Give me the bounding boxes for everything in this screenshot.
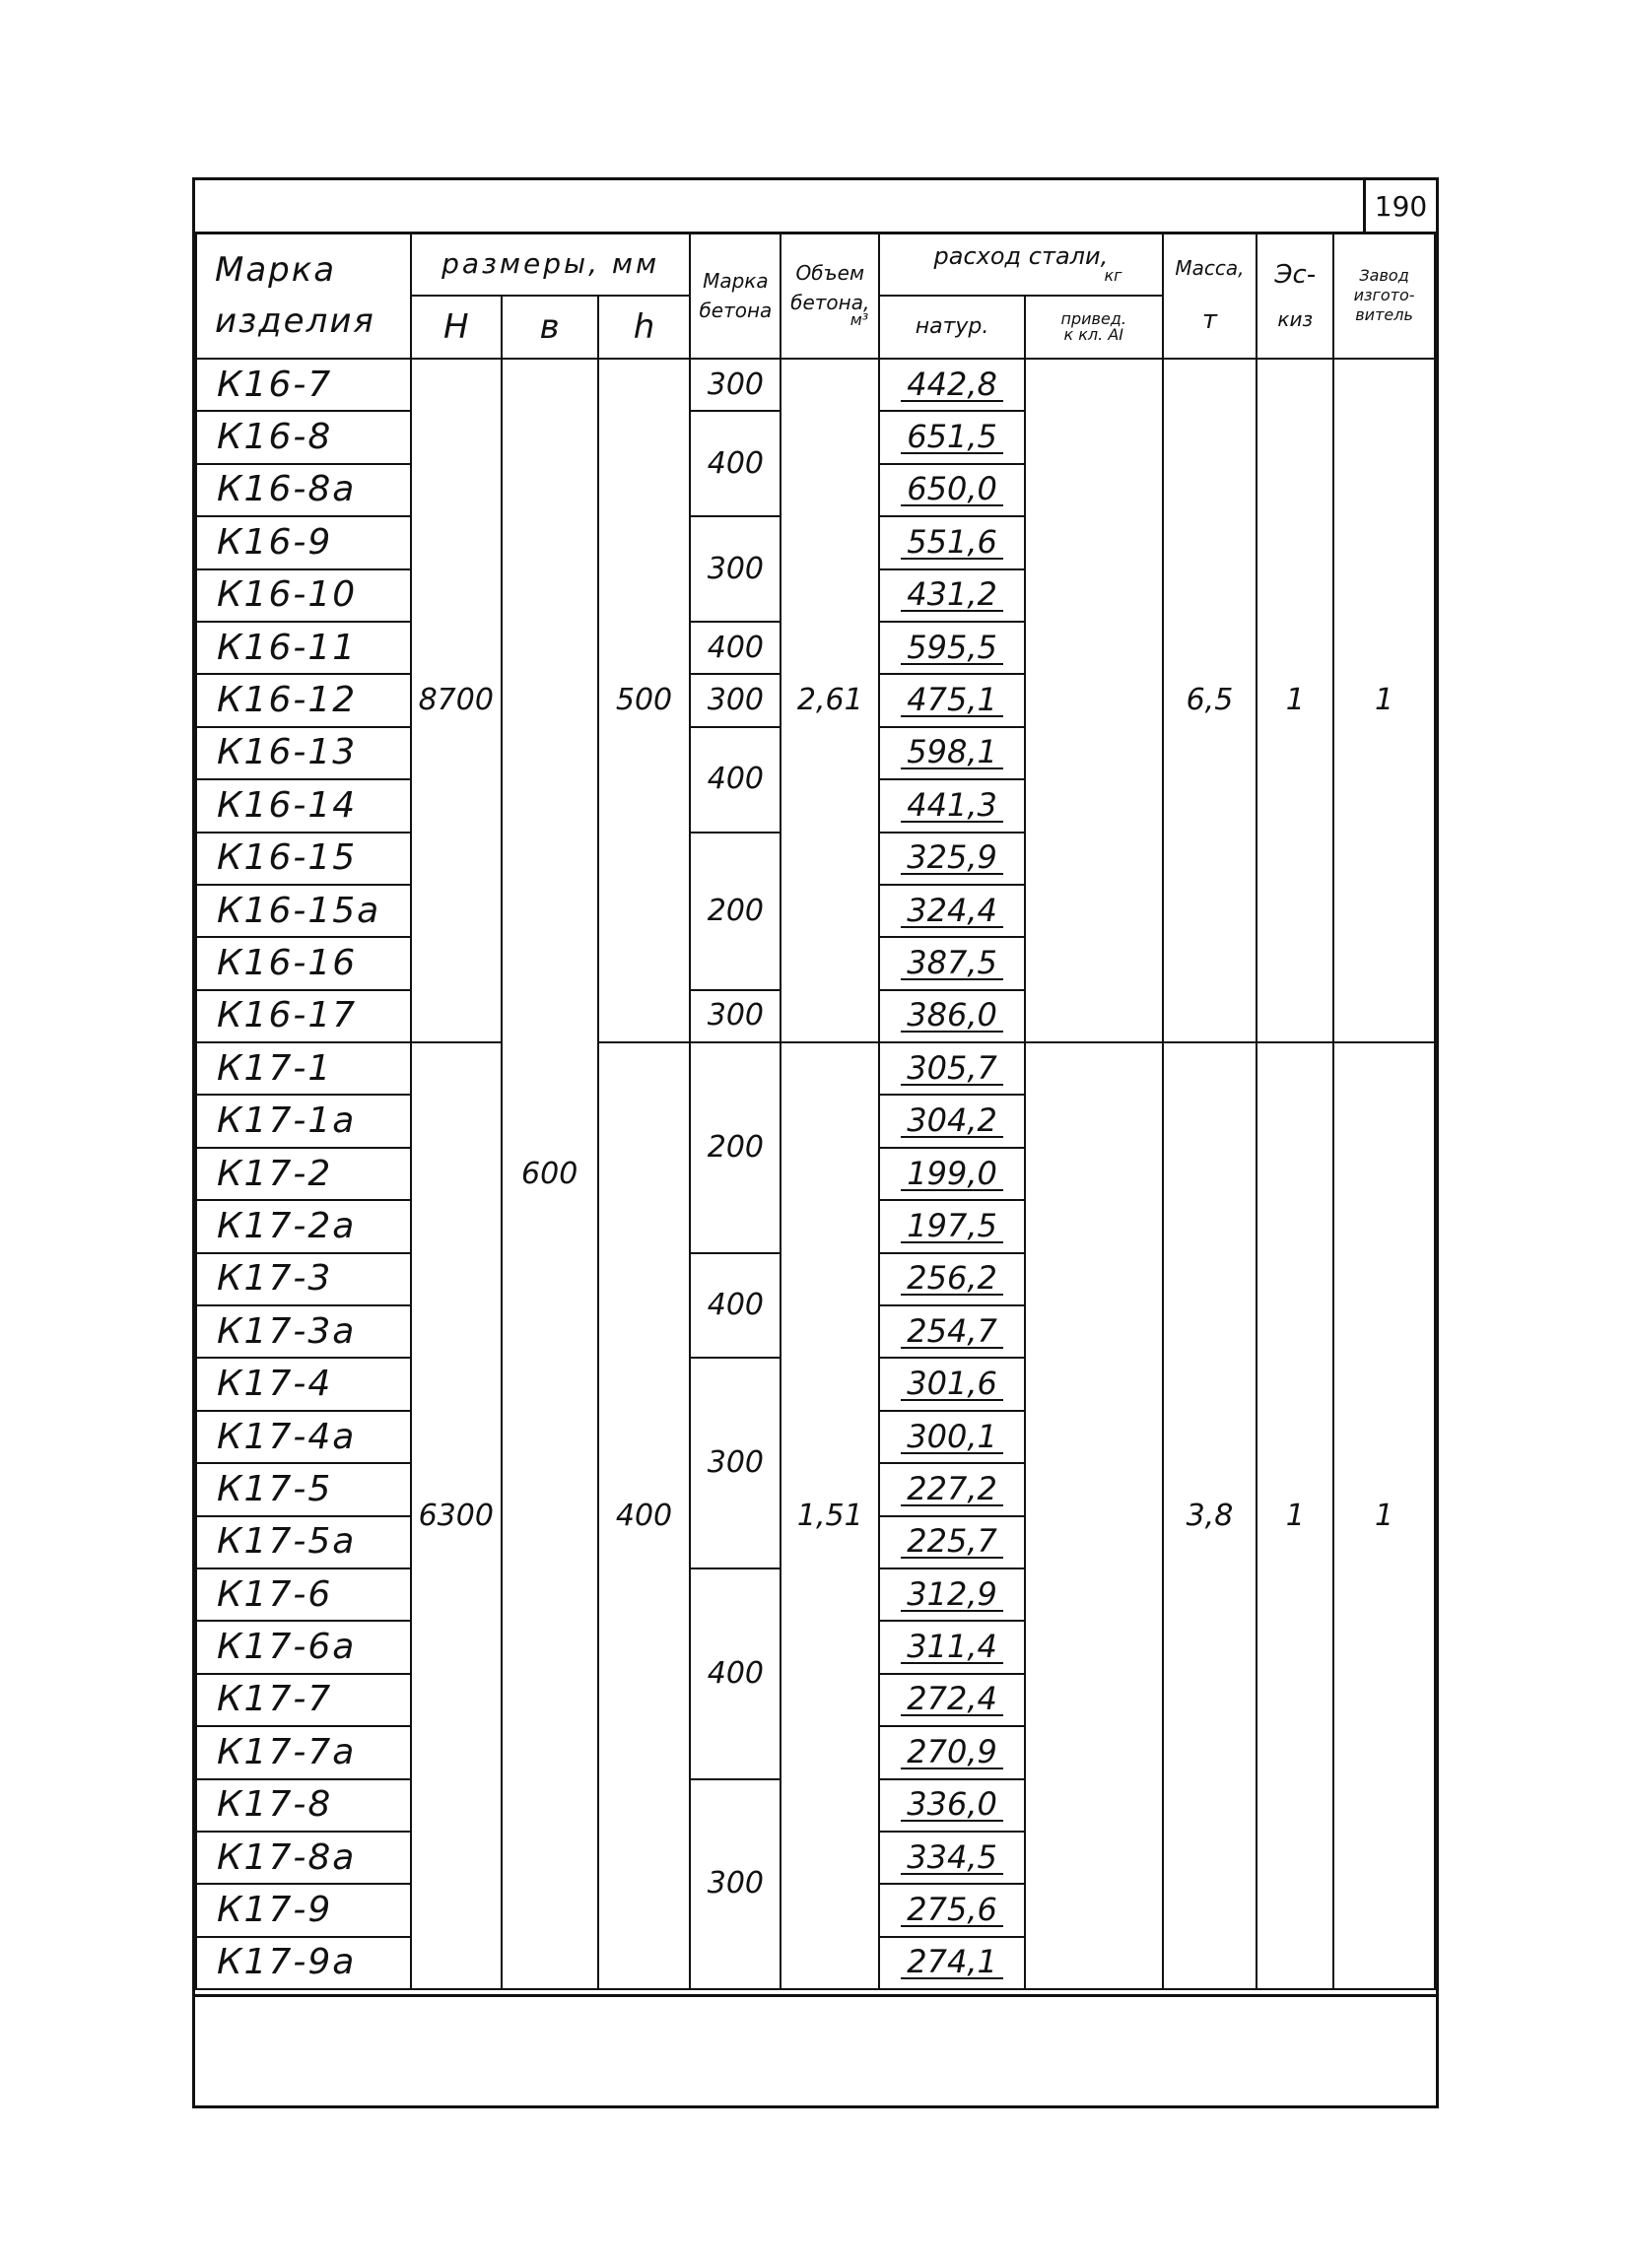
steel-natural (879, 1411, 1025, 1463)
concrete-grade: 400 (690, 1253, 781, 1359)
steel-natural (879, 1832, 1025, 1884)
product-mark: К17-2а (196, 1200, 411, 1252)
header-mass (1163, 233, 1257, 359)
product-mark: К16-10 (196, 569, 411, 622)
header-mark (196, 233, 411, 359)
steel-natural (879, 411, 1025, 463)
concrete-grade: 300 (690, 359, 781, 411)
concrete-grade: 300 (690, 1779, 781, 1990)
product-mark: К17-7а (196, 1726, 411, 1778)
steel-natural (879, 674, 1025, 726)
steel-natural (879, 622, 1025, 674)
concrete-volume: 1,51 (781, 1042, 879, 1989)
steel-natural-value: 275,6 (901, 1894, 1003, 1927)
header-dim-h: h (598, 296, 691, 359)
steel-natural (879, 885, 1025, 937)
header-mark-line2: изделия (215, 301, 375, 341)
steel-natural (879, 1253, 1025, 1305)
steel-natural-value: 386,0 (901, 999, 1003, 1033)
product-mark: К16-7 (196, 359, 411, 411)
steel-natural (879, 1358, 1025, 1410)
concrete-grade: 400 (690, 411, 781, 516)
steel-natural (879, 1884, 1025, 1936)
header-sizes: размеры, мм (411, 233, 691, 296)
concrete-grade: 200 (690, 833, 781, 990)
header-sketch-line2: киз (1277, 307, 1314, 331)
steel-natural-value: 441,3 (901, 789, 1003, 823)
header-concrete-grade-line2: бетона (699, 299, 773, 322)
product-mark: К17-4а (196, 1411, 411, 1463)
steel-reduced (1025, 359, 1163, 1042)
dim-h-value: 400 (598, 1042, 691, 1989)
table-header (196, 233, 1435, 359)
header-concrete-volume-line1: Объем (795, 261, 865, 285)
header-plant-line2: изгото- (1353, 286, 1415, 304)
product-mark: К17-1а (196, 1095, 411, 1147)
dim-H-value: 8700 (411, 359, 502, 1042)
product-mark: К16-15 (196, 833, 411, 885)
steel-natural (879, 1095, 1025, 1147)
page-number: 190 (1363, 180, 1436, 232)
steel-natural (879, 1779, 1025, 1832)
concrete-grade: 400 (690, 727, 781, 833)
steel-natural-value: 301,6 (901, 1367, 1003, 1401)
header-mass-line1: Масса, (1175, 256, 1245, 280)
product-mark: К16-14 (196, 779, 411, 832)
steel-natural-value: 272,4 (901, 1683, 1003, 1716)
product-mark: К16-9 (196, 516, 411, 568)
product-mark: К17-5а (196, 1516, 411, 1568)
steel-reduced (1025, 1042, 1163, 1989)
steel-natural (879, 1674, 1025, 1726)
header-sketch-line1: Эс- (1274, 260, 1317, 290)
steel-natural-value: 304,2 (901, 1104, 1003, 1138)
concrete-grade: 300 (690, 990, 781, 1042)
steel-natural-value: 595,5 (901, 632, 1003, 665)
steel-natural (879, 1937, 1025, 1989)
dim-H-value: 6300 (411, 1042, 502, 1989)
steel-natural (879, 1568, 1025, 1621)
header-concrete-volume-unit: м³ (849, 310, 869, 329)
steel-natural (879, 727, 1025, 779)
dim-b-value: 600 (502, 359, 598, 1989)
product-mark: К16-17 (196, 990, 411, 1042)
product-mark: К17-3а (196, 1305, 411, 1358)
header-steel-label: расход стали, (933, 242, 1109, 270)
sketch-value: 1 (1256, 359, 1333, 1042)
table-row (196, 1042, 1435, 1095)
spec-table (195, 232, 1436, 1990)
steel-natural (879, 990, 1025, 1042)
steel-natural-value: 305,7 (901, 1052, 1003, 1086)
steel-natural (879, 464, 1025, 516)
header-steel-reduced-line1: привед. (1060, 309, 1126, 328)
steel-natural-value: 551,6 (901, 526, 1003, 560)
steel-natural (879, 359, 1025, 411)
steel-natural-value: 475,1 (901, 684, 1003, 717)
steel-natural-value: 651,5 (901, 421, 1003, 454)
product-mark: К17-4 (196, 1358, 411, 1410)
header-dim-b: в (502, 296, 598, 359)
header-concrete-grade (690, 233, 781, 359)
steel-natural-value: 312,9 (901, 1578, 1003, 1612)
steel-natural-value: 227,2 (901, 1473, 1003, 1506)
header-concrete-volume-line2: бетона, (790, 291, 870, 314)
steel-natural-value: 270,9 (901, 1736, 1003, 1769)
product-mark: К17-1 (196, 1042, 411, 1095)
steel-natural (879, 1148, 1025, 1200)
steel-natural (879, 1042, 1025, 1095)
concrete-grade: 300 (690, 516, 781, 622)
steel-natural-value: 650,0 (901, 473, 1003, 506)
steel-natural (879, 1463, 1025, 1515)
steel-natural-value: 324,4 (901, 895, 1003, 928)
product-mark: К17-6 (196, 1568, 411, 1621)
steel-natural (879, 1516, 1025, 1568)
steel-natural-value: 197,5 (901, 1210, 1003, 1243)
product-mark: К17-8а (196, 1832, 411, 1884)
product-mark: К17-5 (196, 1463, 411, 1515)
header-steel-natural: натур. (879, 296, 1025, 359)
steel-natural-value: 431,2 (901, 578, 1003, 612)
dim-h-value: 500 (598, 359, 691, 1042)
steel-natural-value: 300,1 (901, 1421, 1003, 1454)
product-mark: К16-8а (196, 464, 411, 516)
product-mark: К17-6а (196, 1621, 411, 1673)
steel-natural (879, 1200, 1025, 1252)
product-mark: К16-12 (196, 674, 411, 726)
concrete-grade: 300 (690, 1358, 781, 1568)
steel-natural (879, 779, 1025, 832)
mass-value: 6,5 (1163, 359, 1257, 1042)
steel-natural-value: 325,9 (901, 841, 1003, 875)
steel-natural-value: 199,0 (901, 1158, 1003, 1191)
sketch-value: 1 (1256, 1042, 1333, 1989)
product-mark: К17-9а (196, 1937, 411, 1989)
steel-natural (879, 516, 1025, 568)
header-steel-unit: кг (1104, 266, 1122, 285)
product-mark: К17-9 (196, 1884, 411, 1936)
product-mark: К16-15а (196, 885, 411, 937)
table-body (196, 359, 1435, 1989)
product-mark: К16-13 (196, 727, 411, 779)
concrete-grade: 300 (690, 674, 781, 726)
header-concrete-grade-line1: Марка (703, 269, 769, 293)
steel-natural-value: 336,0 (901, 1788, 1003, 1822)
header-sketch (1256, 233, 1333, 359)
spec-sheet (192, 177, 1439, 2108)
product-mark: К16-11 (196, 622, 411, 674)
steel-natural-value: 387,5 (901, 947, 1003, 980)
product-mark: К17-3 (196, 1253, 411, 1305)
header-plant-line3: витель (1355, 305, 1413, 324)
steel-natural-value: 256,2 (901, 1262, 1003, 1296)
header-plant (1333, 233, 1435, 359)
steel-natural-value: 334,5 (901, 1841, 1003, 1875)
steel-natural (879, 937, 1025, 989)
header-steel-reduced-line2: к кл. АI (1063, 325, 1123, 344)
product-mark: К16-8 (196, 411, 411, 463)
product-mark: К17-2 (196, 1148, 411, 1200)
header-plant-line1: Завод (1359, 266, 1409, 285)
steel-natural (879, 569, 1025, 622)
steel-natural-value: 225,7 (901, 1525, 1003, 1559)
steel-natural (879, 833, 1025, 885)
mass-value: 3,8 (1163, 1042, 1257, 1989)
product-mark: К17-7 (196, 1674, 411, 1726)
header-steel-reduced (1025, 296, 1163, 359)
header-dim-H: Н (411, 296, 502, 359)
steel-natural-value: 442,8 (901, 368, 1003, 402)
product-mark: К16-16 (196, 937, 411, 989)
header-mark-line1: Марка (215, 250, 337, 290)
header-steel (879, 233, 1162, 296)
top-strip (195, 180, 1436, 234)
steel-natural (879, 1621, 1025, 1673)
header-mass-line2: т (1201, 305, 1218, 335)
bottom-strip (195, 1994, 1436, 2105)
concrete-grade: 400 (690, 622, 781, 674)
steel-natural-value: 311,4 (901, 1631, 1003, 1664)
steel-natural-value: 274,1 (901, 1946, 1003, 1979)
product-mark: К17-8 (196, 1779, 411, 1832)
concrete-grade: 200 (690, 1042, 781, 1253)
table-row (196, 359, 1435, 411)
plant-value: 1 (1333, 359, 1435, 1042)
steel-natural-value: 254,7 (901, 1315, 1003, 1349)
steel-natural (879, 1726, 1025, 1778)
plant-value: 1 (1333, 1042, 1435, 1989)
steel-natural (879, 1305, 1025, 1358)
concrete-grade: 400 (690, 1568, 781, 1779)
steel-natural-value: 598,1 (901, 736, 1003, 769)
header-concrete-volume (781, 233, 879, 359)
concrete-volume: 2,61 (781, 359, 879, 1042)
